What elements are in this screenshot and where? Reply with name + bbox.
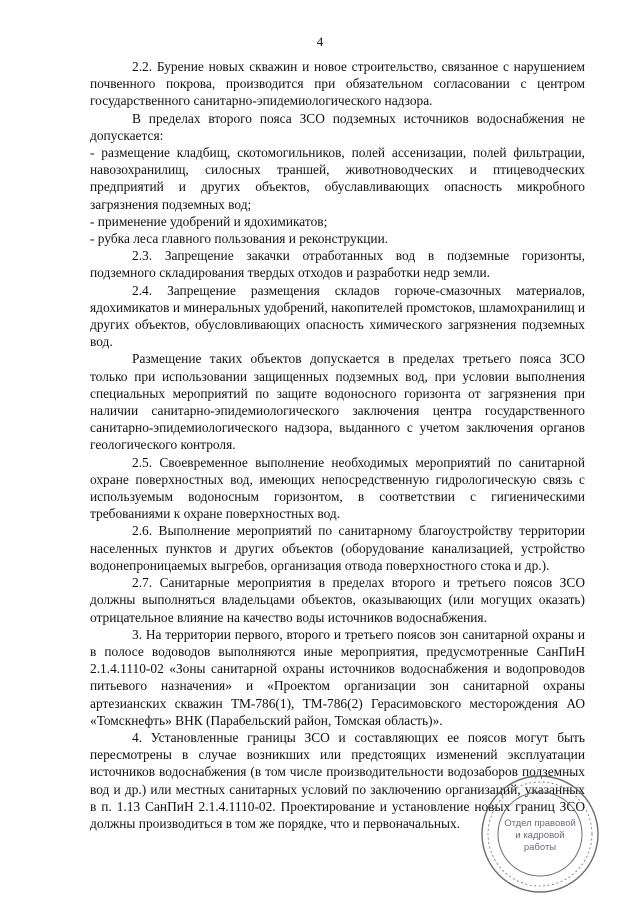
paragraph: 2.4. Запрещение размещения складов горюче-смазочных материалов, ядохимикатов и минеральных удобрений, накопителей промстоков, шламохранилищ и других объектов, обусловливающих опасность химического загрязнения подземных вод. <box>90 282 585 350</box>
stamp-line: и кадровой <box>515 830 565 841</box>
department-stamp <box>478 772 602 896</box>
paragraph: 2.2. Бурение новых скважин и новое строительство, связанное с нарушением почвенного покрова, производится при обязательном согласовании с центром государственного санитарно-эпидемиологического надзора. <box>90 59 585 109</box>
page-number: 4 <box>316 34 324 49</box>
paragraph: 2.3. Запрещение закачки отработанных вод в подземные горизонты, подземного складирования твердых отходов и разработки недр земли. <box>90 248 585 281</box>
paragraph: 2.6. Выполнение мероприятий по санитарному благоустройству территории населенных пунктов и других объектов (оборудование канализацией, устройство водонепроницаемых выгребов, организация отвода поверхностного стока и др.). <box>90 523 585 573</box>
stamp-line: Отдел правовой <box>504 818 576 829</box>
list-item: - размещение кладбищ, скотомогильников, полей ассенизации, полей фильтрации, навозохранилищ, силосных траншей, животноводческих и птицеводческих предприятий и других объектов, обуславливающих опасность микробного загрязнения подземных вод; <box>90 145 585 212</box>
paragraph: 2.7. Санитарные мероприятия в пределах второго и третьего поясов ЗСО должны выполняться владельцами объектов, оказывающих (или могущих оказать) отрицательное влияние на качество воды источников водоснабжения. <box>90 575 585 625</box>
paragraph: 3. На территории первого, второго и третьего поясов зон санитарной охраны и в полосе водоводов выполняются иные мероприятия, предусмотренные СанПиН 2.1.4.1110-02 «Зоны санитарной охраны источников водоснабжения и водопроводов питьевого назначения» и «Проектом организации зон санитарной охраны артезианских скважин ТМ-786(1), ТМ-786(2) Герасимовского месторождения АО «Томскнефть» ВНК (Парабельский район, Томская область)». <box>90 626 585 728</box>
paragraph: В пределах второго пояса ЗСО подземных источников водоснабжения не допускается: <box>90 110 585 143</box>
paragraph: Размещение таких объектов допускается в пределах третьего пояса ЗСО только при использовании защищенных подземных вод, при условии выполнения специальных мероприятий по защите водоносного горизонта от загрязнения при наличии санитарно-эпидемиологического заключения центра государственного санитарно-эпидемиологического надзора, выданного с учетом заключения органов геологического контроля. <box>90 351 585 453</box>
paragraph: 4. Установленные границы ЗСО и составляющих ее поясов могут быть пересмотрены в случае возникших или предстоящих изменений эксплуатации источников водоснабжения (в том числе производительности водозаборов подземных вод и др.) или местных санитарных условий по заключению организаций, указанных в п. 1.13 СанПиН 2.1.4.1110-02. Проектирование и установление новых границ ЗСО должны производиться в том же порядке, что и первоначальных. <box>90 729 585 831</box>
stamp-line: работы <box>523 842 557 853</box>
paragraph: 2.5. Своевременное выполнение необходимых мероприятий по санитарной охране поверхностных вод, имеющих непосредственную гидрологическую связь с используемым водоносным горизонтом, в соответствии с гигиеническими требованиями к охране поверхностных вод. <box>90 454 585 522</box>
list-item: - применение удобрений и ядохимикатов; <box>90 213 328 229</box>
document-body <box>90 58 585 832</box>
list-item: - рубка леса главного пользования и реконструкции. <box>90 231 389 247</box>
